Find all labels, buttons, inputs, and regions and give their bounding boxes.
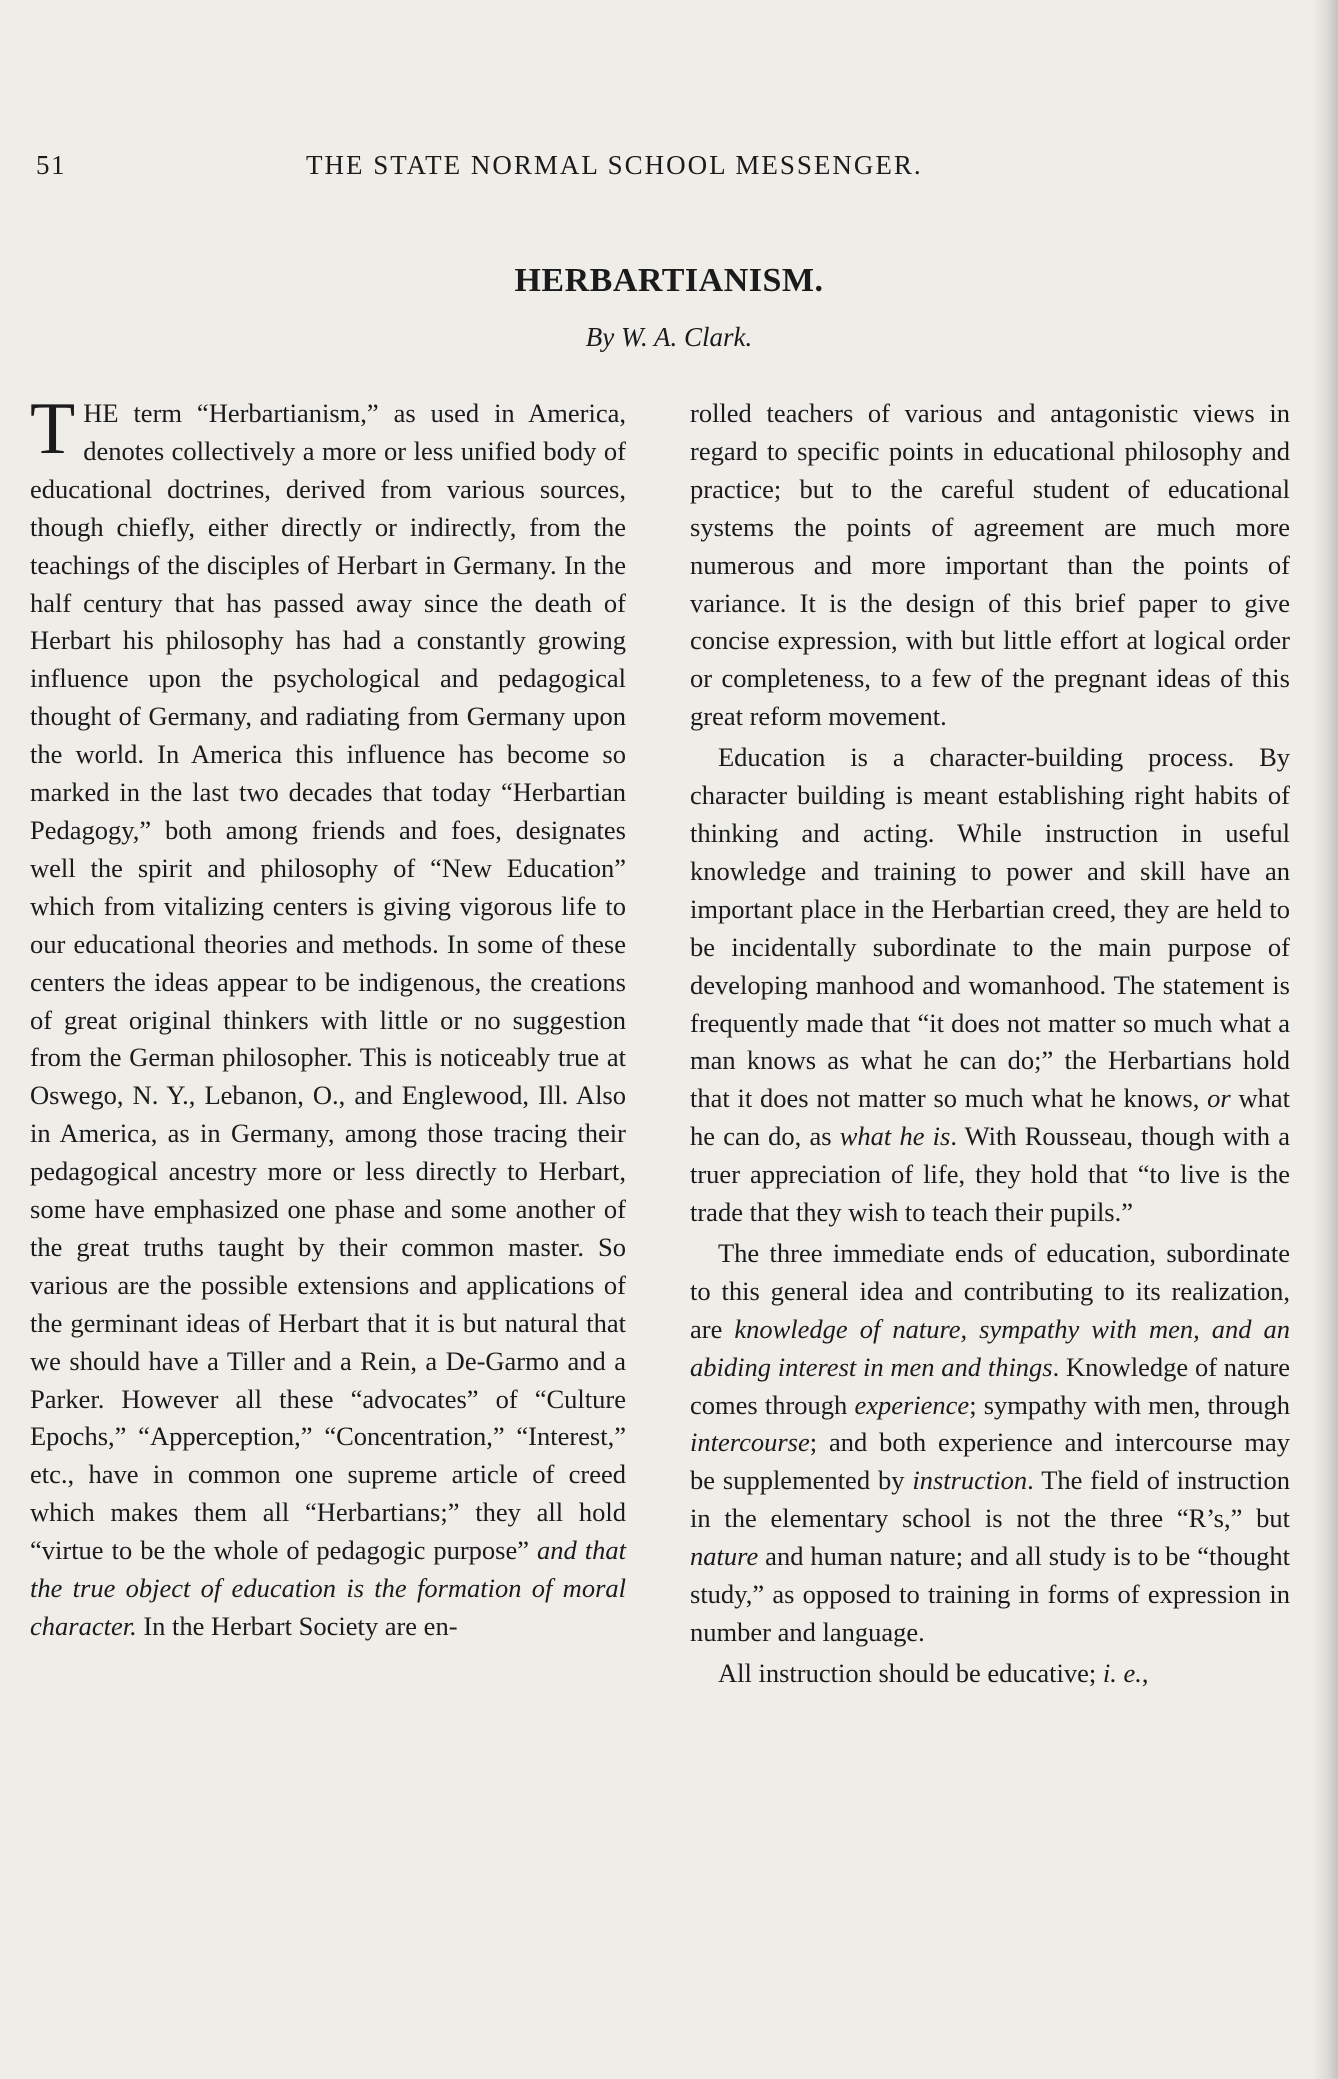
- page-number: 51: [36, 150, 66, 180]
- paragraph-text: All instruction should be educative;: [718, 1657, 1103, 1688]
- paragraph: [690, 395, 1290, 736]
- paragraph-text: HE term “Herbartianism,” as used in America, denotes collectively a more or less unified body of educational doctrines, derived from various sources, though chiefly, either directly or indirectly, from the teachings of the disciples of Herbart in Germany. In the half century that has passed away since the death of Herbart his philosophy has had a constantly growing influence upon the psychological and pedagogical thought of Germany, and radiating from Germany upon the world. In America this influence has become so marked in the last two decades that today “Herbartian Pedagogy,” both among friends and foes, designates well the spirit and philosophy of “New Education” which from vitalizing centers is giving vigorous life to our educational theories and methods. In some of these centers the ideas appear to be indigenous, the creations of great original thinkers with little or no suggestion from the German philosopher. This is noticeably true at Oswego, N. Y., Lebanon, O., and Englewood, Ill. Also in America, as in Germany, among those tracing their pedagogical ancestry more or less directly to Herbart, some have emphasized one phase and some another of the great truths taught by their common master. So various are the possible extensions and applications of the germinant ideas of Herbart that it is but natural that we should have a Tiller and a Rein, a De-Garmo and a Parker. However all these “advocates” of “Culture Epochs,” “Apperception,” “Concentration,” “Interest,” etc., have in common one supreme article of creed which makes them all “Herbartians;” they all hold “virtue to be the whole of pedagogic purpose”: [30, 398, 626, 1566]
- paragraph-text: ,: [1141, 1657, 1149, 1688]
- paragraph: [690, 1655, 1290, 1693]
- emphasis-text: intercourse: [690, 1427, 810, 1458]
- paragraph: [690, 739, 1290, 1232]
- emphasis-text: instruction: [912, 1465, 1028, 1496]
- article-title: HERBARTIANISM.: [514, 262, 824, 299]
- emphasis-text: knowledge of nature, sympathy with men, and an abiding interest in men and things: [690, 1313, 1290, 1382]
- emphasis-text: experience: [854, 1389, 970, 1420]
- emphasis-text: i. e.: [1102, 1657, 1142, 1688]
- paragraph-text: In the Herbart Society are en-: [136, 1611, 458, 1641]
- paragraph-text: and human nature; and all study is to be “thought study,” as opposed to training in forms of expression in number and language.: [690, 1541, 1290, 1647]
- paragraph-text: The three immediate ends of education, subordinate to this general idea and contributing to its realization, are: [690, 1237, 1290, 1344]
- emphasis-text: what he is: [839, 1121, 951, 1152]
- paragraph: [30, 388, 626, 1646]
- page-binding-shadow: [1312, 0, 1338, 2079]
- paragraph-text: ; sympathy with men, through: [969, 1389, 1290, 1420]
- paragraph-text: what he can do, as: [690, 1083, 1291, 1152]
- paragraph-text: . The field of instruction in the elementary school is not the three “R’s,” but: [690, 1465, 1290, 1534]
- left-column: [30, 388, 626, 1646]
- paragraph-text: rolled teachers of various and antagonistic views in regard to specific points in educational philosophy and practice; but to the careful student of educational systems the points of agreement are much more numerous and more important than the points of variance. It is the design of this brief paper to give concise expression, with but little effort at logical order or completeness, to a few of the pregnant ideas of this great reform movement.: [690, 398, 1290, 732]
- right-column: [690, 395, 1290, 1693]
- drop-cap: T: [30, 388, 76, 470]
- emphasis-text: nature: [690, 1541, 759, 1572]
- emphasis-text: and that the true object of education is the formation of moral character.: [30, 1535, 626, 1641]
- paragraph-text: . With Rousseau, though with a truer appreciation of life, they hold that “to live is the trade that they wish to teach their pupils.”: [690, 1121, 1290, 1228]
- emphasis-text: or: [1207, 1083, 1231, 1114]
- paragraph: [690, 1235, 1290, 1652]
- paragraph-text: . Knowledge of nature comes through: [690, 1351, 1290, 1420]
- byline: By W. A. Clark.: [585, 322, 753, 352]
- paragraph-text: ; and both experience and intercourse may be supplemented by: [690, 1427, 1290, 1496]
- paragraph-text: Education is a character-building process. By character building is meant establishing right habits of thinking and acting. While instruction in useful knowledge and training to power and skill have an important place in the Herbartian creed, they are held to be incidentally subordinate to the main purpose of developing manhood and womanhood. The statement is frequently made that “it does not matter so much what a man knows as what he can do;” the Herbartians hold that it does not matter so much what he knows,: [690, 742, 1290, 1114]
- journal-title: THE STATE NORMAL SCHOOL MESSENGER.: [306, 150, 923, 180]
